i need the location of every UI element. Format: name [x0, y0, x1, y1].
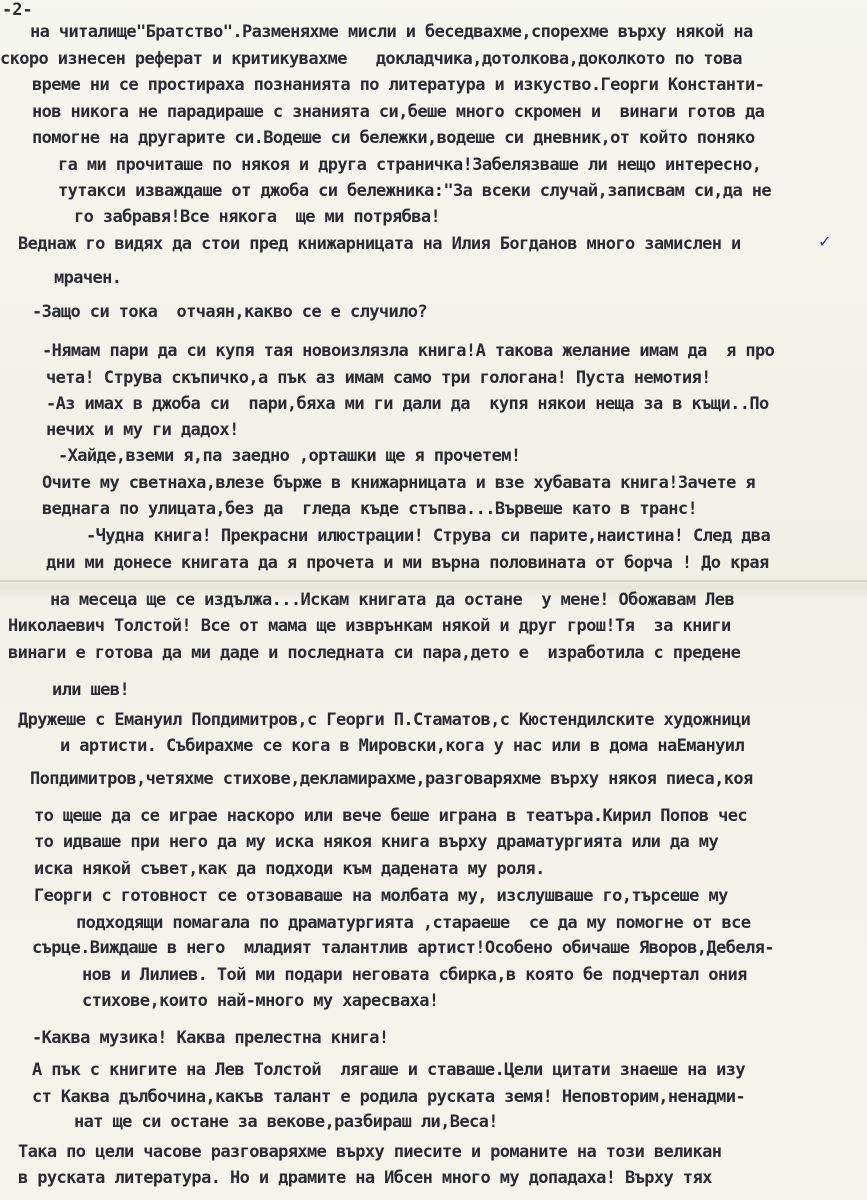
text-line: иска някой съвет,как да подходи към дадената му роля. [34, 859, 545, 879]
text-line: Очите му светнаха,влезе бърже в книжарницата и взе хубавата книга!Зачете я [42, 473, 755, 493]
text-line: го забравя!Все някога ще ми потрябва! [74, 207, 441, 227]
text-line: или шев! [52, 680, 130, 700]
text-line: и артисти. Събирахме се кога в Мировски,кога у нас или в дома наЕмануил [60, 736, 745, 756]
text-line: подходящи помагала по драматургията ,стараеше се да му помогне от все [76, 913, 751, 933]
text-line: ст Каква дълбочина,какъв талант е родила руската земя! Неповторим,ненадми- [32, 1087, 745, 1107]
text-line: Така по цели часове разговаряхме върху пиесите и романите на този великан [18, 1142, 722, 1162]
text-line: сърце.Виждаше в него младият талантлив артист!Особено обичаше Яворов,Дебеля- [32, 938, 774, 958]
paper-fold-crease [0, 580, 867, 582]
text-line: Попдимитров,четяхме стихове,декламирахме,разговаряхме върху някоя пиеса,коя [30, 769, 753, 789]
text-line: скоро изнесен реферат и критикувахме докладчика,дотолкова,доколкото по това [0, 49, 742, 69]
text-line: чета! Струва скъпичко,а пък аз имам само три гологана! Пуста немотия! [46, 368, 711, 388]
text-line: Николаевич Толстой! Все от мама ще изврънкам някой и друг грош!Тя за книги [8, 616, 731, 636]
text-line: на читалище"Братство".Разменяхме мисли и беседвахме,спорехме върху някой на [30, 22, 753, 42]
text-line: А пък с книгите на Лев Толстой лягаше и ставаше.Цели цитати знаеше на изу [32, 1060, 745, 1080]
text-line: -Каква музика! Каква прелестна книга! [32, 1028, 389, 1048]
text-line: нат ще си остане за векове,разбираш ли,Веса! [74, 1112, 498, 1132]
text-line: Веднаж го видях да стои пред книжарницата на Илия Богданов много замислен и [18, 234, 741, 254]
text-line: винаги е готова да ми даде и последната си пара,дето е изработила с предене [8, 643, 741, 663]
text-line: тутакси изваждаше от джоба си бележника:"За всеки случай,записвам си,да не [58, 181, 771, 201]
text-line: време ни се простираха познанията по литература и изкуство.Георги Константи- [32, 75, 765, 95]
text-line: то щеше да се играе наскоро или вече беше играна в театъра.Кирил Попов чес [34, 806, 747, 826]
text-line: -Защо си тока отчаян,какво се е случило? [32, 302, 428, 322]
text-line: на месеца ще се издължа...Искам книгата да остане у мене! Обожавам Лев [50, 590, 735, 610]
text-line: -Аз имах в джоба си пари,бяха ми ги дали да купя някои неща за в къщи..По [46, 394, 769, 414]
text-line: нов и Лилиев. Той ми подари неговата сбирка,в която бе подчертал ония [82, 965, 747, 985]
text-line: стихове,които най-много му харесваха! [82, 991, 439, 1011]
page-number: -2- [2, 0, 33, 20]
text-line: дни ми донесе книгата да я прочета и ми върна половината от борча ! До края [46, 553, 769, 573]
text-line: Георги с готовност се отзоваваше на молбата му, изслушваше го,търсеше му [34, 886, 728, 906]
text-line: -Хайде,вземи я,па заедно ,орташки ще я прочетем! [58, 446, 521, 466]
text-line: мрачен. [54, 268, 122, 288]
handwritten-correction-mark: ✓ [818, 232, 832, 251]
text-line: Дружеше с Емануил Попдимитров,с Георги П.Стаматов,с Кюстендилските художници [18, 710, 751, 730]
text-line: то идваше при него да му иска някоя книга върху драматургията или да му [34, 832, 719, 852]
text-line: нов никога не парадираше с знанията си,беше много скромен и винаги готов да [32, 102, 765, 122]
text-line: -Нямам пари да си купя тая новоизлязла книга!А такова желание имам да я про [42, 341, 775, 361]
text-line: -Чудна книга! Прекрасни илюстрации! Струва си парите,наистина! След два [86, 526, 771, 546]
text-line: нечих и му ги дадох! [46, 420, 239, 440]
text-line: веднага по улицата,без да гледа къде стъпва...Вървеше като в транс! [42, 499, 698, 519]
text-line: помогне на другарите си.Водеше си бележки,водеше си дневник,от който поняко [32, 128, 755, 148]
text-line: га ми прочиташе по някоя и друга страничка!Забелязваше ли нещо интересно, [58, 155, 762, 175]
text-line: в руската литература. Но и драмите на Ибсен много му допадаха! Върху тях [18, 1168, 712, 1188]
